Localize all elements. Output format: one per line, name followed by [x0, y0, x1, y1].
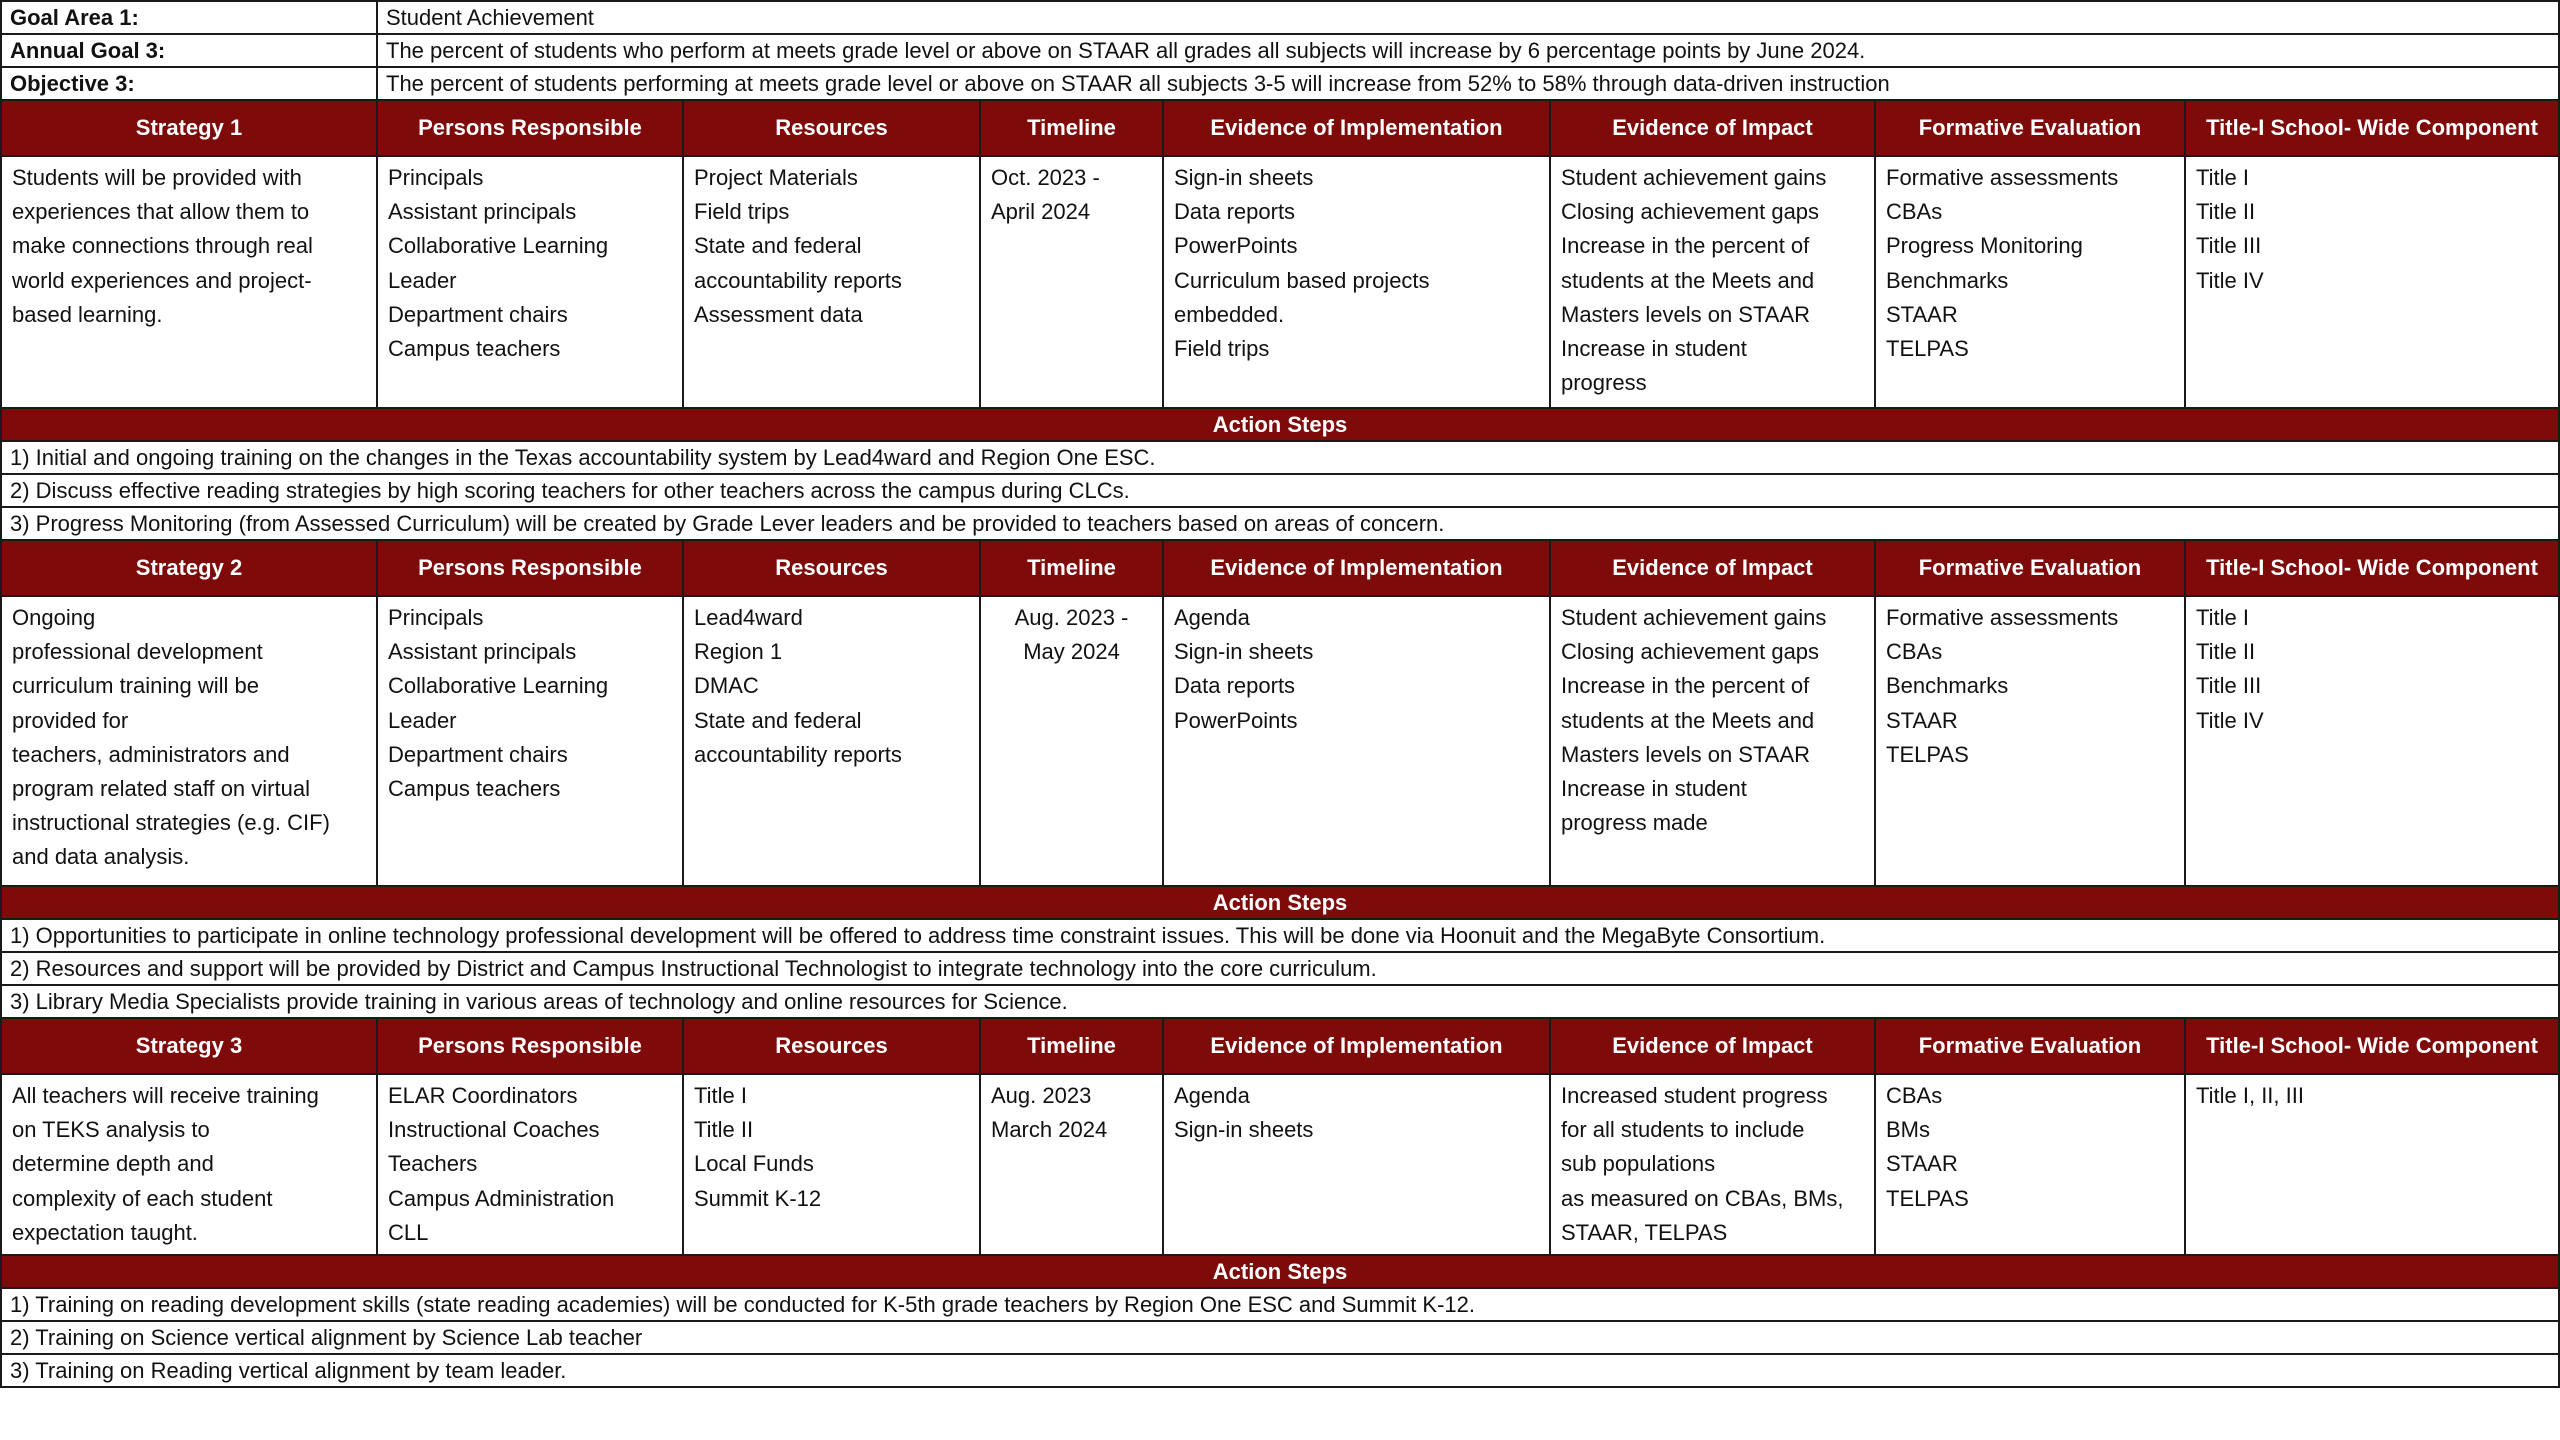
cell-line: Leader: [388, 707, 457, 733]
strategy-1-evidence-impact: [1550, 156, 1875, 408]
col-evidence-implementation: Evidence of Implementation: [1163, 100, 1550, 156]
cell-line: Masters levels on STAAR: [1561, 301, 1811, 327]
col-formative-evaluation: Formative Evaluation: [1875, 540, 2185, 596]
strategy-2-label: Strategy 2: [1, 540, 377, 596]
strategy-3-action-steps-header: [1, 1255, 2559, 1288]
strategy-1-persons: [377, 156, 683, 408]
col-timeline: Timeline: [980, 100, 1163, 156]
goal-area-label: Goal Area 1:: [1, 1, 377, 34]
strategy-2-content: [1, 596, 2559, 886]
cell-line: Project Materials: [694, 165, 858, 190]
cell-line: Principals: [388, 605, 484, 630]
cell-line: Sign-in sheets: [1174, 1117, 1314, 1143]
cell-line: TELPAS: [1886, 1185, 1969, 1211]
annual-goal-value: The percent of students who perform at meets grade level or above on STAAR all grades all subjects will increase by 6 percentage points by June 2024.: [377, 34, 2559, 67]
cell-line: DMAC: [694, 673, 759, 699]
strategy-1-description: [1, 156, 377, 408]
cell-line: Department chairs: [388, 301, 568, 327]
cell-line: Title II: [694, 1117, 754, 1143]
action-step: [1, 985, 2559, 1018]
cell-line: Assessment data: [694, 301, 863, 327]
strategy-1-evidence-implementation: [1163, 156, 1550, 408]
action-step: [1, 474, 2559, 507]
strategy-2-evidence-impact: [1550, 596, 1875, 886]
cell-line: STAAR: [1886, 301, 1958, 327]
col-resources: Resources: [683, 1018, 980, 1074]
cell-line: expectation taught.: [12, 1219, 198, 1245]
cell-line: CBAs: [1886, 199, 1943, 225]
cell-line: Local Funds: [694, 1151, 814, 1177]
cell-line: Collaborative Learning: [388, 233, 609, 259]
cell-line: TELPAS: [1886, 336, 1969, 362]
action-step-text: 3) Training on Reading vertical alignment by team leader.: [1, 1354, 2559, 1387]
action-step-text: 2) Training on Science vertical alignment by Science Lab teacher: [1, 1321, 2559, 1354]
col-formative-evaluation: Formative Evaluation: [1875, 1018, 2185, 1074]
cell-line: TELPAS: [1886, 741, 1969, 767]
action-step: [1, 1354, 2559, 1387]
cell-line: students at the Meets and: [1561, 707, 1815, 733]
cell-line: March 2024: [991, 1117, 1108, 1143]
cell-line: STAAR, TELPAS: [1561, 1219, 1728, 1245]
cell-line: Assistant principals: [388, 199, 577, 225]
cell-line: Title II: [2196, 199, 2256, 225]
action-step-text: 2) Discuss effective reading strategies by high scoring teachers for other teachers across the campus during CLCs.: [1, 474, 2559, 507]
cell-line: Aug. 2023 -: [1014, 605, 1129, 630]
cell-line: on TEKS analysis to: [12, 1117, 210, 1143]
objective-row: [1, 67, 2559, 100]
cell-line: accountability reports: [694, 267, 902, 293]
cell-line: curriculum training will be: [12, 673, 259, 699]
cell-line: CLL: [388, 1219, 429, 1245]
cell-line: Oct. 2023 -: [991, 165, 1100, 190]
col-title-i-component: Title-I School- Wide Component: [2185, 540, 2559, 596]
action-step: [1, 1321, 2559, 1354]
cell-line: Formative assessments: [1886, 165, 2119, 190]
col-persons-responsible: Persons Responsible: [377, 540, 683, 596]
cell-line: program related staff on virtual: [12, 776, 310, 802]
strategy-2-timeline: [980, 596, 1163, 886]
cell-line: students at the Meets and: [1561, 267, 1815, 293]
cell-line: Department chairs: [388, 741, 568, 767]
cell-line: PowerPoints: [1174, 707, 1298, 733]
cell-line: Region 1: [694, 639, 783, 665]
col-resources: Resources: [683, 540, 980, 596]
col-title-i-component: Title-I School- Wide Component: [2185, 1018, 2559, 1074]
cell-line: STAAR: [1886, 707, 1958, 733]
goal-area-row: [1, 1, 2559, 34]
cell-line: progress made: [1561, 810, 1708, 836]
strategy-1-timeline: [980, 156, 1163, 408]
strategy-2-description: [1, 596, 377, 886]
cell-line: May 2024: [1023, 639, 1120, 665]
col-formative-evaluation: Formative Evaluation: [1875, 100, 2185, 156]
cell-line: for all students to include: [1561, 1117, 1805, 1143]
cell-line: State and federal: [694, 233, 862, 259]
strategy-3-description: [1, 1074, 377, 1255]
cell-line: Field trips: [694, 199, 790, 225]
cell-line: instructional strategies (e.g. CIF): [12, 810, 330, 836]
strategy-3-evidence-implementation: [1163, 1074, 1550, 1255]
cell-line: State and federal: [694, 707, 862, 733]
action-step: [1, 919, 2559, 952]
cell-line: Summit K-12: [694, 1185, 822, 1211]
cell-line: Collaborative Learning: [388, 673, 609, 699]
cell-line: Data reports: [1174, 673, 1296, 699]
strategy-1-formative: [1875, 156, 2185, 408]
strategy-2-title-i: [2185, 596, 2559, 886]
strategy-3-evidence-impact: [1550, 1074, 1875, 1255]
strategy-1-action-steps-header: [1, 408, 2559, 441]
cell-line: Sign-in sheets: [1174, 639, 1314, 665]
col-evidence-implementation: Evidence of Implementation: [1163, 1018, 1550, 1074]
cell-line: embedded.: [1174, 301, 1285, 327]
action-steps-title: Action Steps: [1, 1255, 2559, 1288]
action-step-text: 3) Library Media Specialists provide training in various areas of technology and online resources for Science.: [1, 985, 2559, 1018]
cell-line: PowerPoints: [1174, 233, 1298, 259]
cell-line: Teachers: [388, 1151, 478, 1177]
action-step: [1, 1288, 2559, 1321]
cell-line: Title I, II, III: [2196, 1083, 2304, 1108]
cell-line: complexity of each student: [12, 1185, 273, 1211]
cell-line: Campus teachers: [388, 776, 561, 802]
strategy-1-content: [1, 156, 2559, 408]
cell-line: Sign-in sheets: [1174, 165, 1314, 190]
annual-goal-label: Annual Goal 3:: [1, 34, 377, 67]
action-step: [1, 507, 2559, 540]
cell-line: Masters levels on STAAR: [1561, 741, 1811, 767]
cell-line: Progress Monitoring: [1886, 233, 2083, 259]
strategy-3-label: Strategy 3: [1, 1018, 377, 1074]
strategy-3-timeline: [980, 1074, 1163, 1255]
strategy-description-text: Students will be provided with experiences that allow them to make connections through real world experiences and project-based learning.: [12, 165, 313, 327]
strategy-1-header: [1, 100, 2559, 156]
strategy-1-label: Strategy 1: [1, 100, 377, 156]
strategy-3-content: [1, 1074, 2559, 1255]
cell-line: Title IV: [2196, 707, 2264, 733]
col-persons-responsible: Persons Responsible: [377, 100, 683, 156]
action-step-text: 2) Resources and support will be provided by District and Campus Instructional Technologist to integrate technology into the core curriculum.: [1, 952, 2559, 985]
strategy-2-evidence-implementation: [1163, 596, 1550, 886]
strategy-2-persons: [377, 596, 683, 886]
cell-line: Increase in student: [1561, 776, 1747, 802]
col-evidence-implementation: Evidence of Implementation: [1163, 540, 1550, 596]
col-timeline: Timeline: [980, 540, 1163, 596]
cell-line: Field trips: [1174, 336, 1270, 362]
cell-line: progress: [1561, 370, 1647, 396]
cell-line: Agenda: [1174, 605, 1250, 630]
col-persons-responsible: Persons Responsible: [377, 1018, 683, 1074]
action-step: [1, 441, 2559, 474]
action-steps-title: Action Steps: [1, 408, 2559, 441]
col-title-i-component: Title-I School- Wide Component: [2185, 100, 2559, 156]
cell-line: Closing achievement gaps: [1561, 199, 1820, 225]
strategy-3-formative: [1875, 1074, 2185, 1255]
strategy-1-title-i: [2185, 156, 2559, 408]
strategy-2-resources: [683, 596, 980, 886]
strategy-2-action-steps-header: [1, 886, 2559, 919]
cell-line: CBAs: [1886, 1083, 1943, 1108]
cell-line: Assistant principals: [388, 639, 577, 665]
cell-line: Leader: [388, 267, 457, 293]
cell-line: Agenda: [1174, 1083, 1250, 1108]
cell-line: determine depth and: [12, 1151, 214, 1177]
action-step-text: 3) Progress Monitoring (from Assessed Curriculum) will be created by Grade Lever leaders and be provided to teachers based on areas of concern.: [1, 507, 2559, 540]
cell-line: Title I: [2196, 605, 2249, 630]
cell-line: as measured on CBAs, BMs,: [1561, 1185, 1844, 1211]
goal-area-value: Student Achievement: [377, 1, 2559, 34]
cell-line: Closing achievement gaps: [1561, 639, 1820, 665]
cell-line: CBAs: [1886, 639, 1943, 665]
cell-line: Increase in the percent of: [1561, 233, 1810, 259]
cell-line: ELAR Coordinators: [388, 1083, 578, 1108]
objective-label: Objective 3:: [1, 67, 377, 100]
action-step: [1, 952, 2559, 985]
col-evidence-impact: Evidence of Impact: [1550, 100, 1875, 156]
strategy-3-header: [1, 1018, 2559, 1074]
col-timeline: Timeline: [980, 1018, 1163, 1074]
cell-line: April 2024: [991, 199, 1091, 225]
col-resources: Resources: [683, 100, 980, 156]
cell-line: All teachers will receive training: [12, 1083, 319, 1108]
strategy-2-header: [1, 540, 2559, 596]
cell-line: Campus teachers: [388, 336, 561, 362]
cell-line: Title III: [2196, 673, 2262, 699]
cell-line: Increase in the percent of: [1561, 673, 1810, 699]
cell-line: Instructional Coaches: [388, 1117, 600, 1143]
action-step-text: 1) Initial and ongoing training on the changes in the Texas accountability system by Lead4ward and Region One ESC.: [1, 441, 2559, 474]
cell-line: Title I: [694, 1083, 747, 1108]
cell-line: Student achievement gains: [1561, 165, 1827, 190]
strategy-2-formative: [1875, 596, 2185, 886]
cell-line: provided for: [12, 707, 129, 733]
cell-line: Title III: [2196, 233, 2262, 259]
cell-line: Title IV: [2196, 267, 2264, 293]
objective-value: The percent of students performing at meets grade level or above on STAAR all subjects 3-5 will increase from 52% to 58% through data-driven instruction: [377, 67, 2559, 100]
cell-line: accountability reports: [694, 741, 902, 767]
cell-line: Increase in student: [1561, 336, 1747, 362]
cell-line: Benchmarks: [1886, 673, 2009, 699]
cell-line: BMs: [1886, 1117, 1930, 1143]
cell-line: Formative assessments: [1886, 605, 2119, 630]
strategy-3-persons: [377, 1074, 683, 1255]
cell-line: Curriculum based projects: [1174, 267, 1430, 293]
action-step-text: 1) Training on reading development skills (state reading academies) will be conducted for K-5th grade teachers by Region One ESC and Summit K-12.: [1, 1288, 2559, 1321]
cell-line: Increased student progress: [1561, 1083, 1828, 1108]
action-steps-title: Action Steps: [1, 886, 2559, 919]
cell-line: Student achievement gains: [1561, 605, 1827, 630]
cell-line: Title I: [2196, 165, 2249, 190]
cell-line: Benchmarks: [1886, 267, 2009, 293]
strategy-1-resources: [683, 156, 980, 408]
cell-line: Lead4ward: [694, 605, 803, 630]
cell-line: professional development: [12, 639, 263, 665]
cell-line: and data analysis.: [12, 844, 190, 870]
cell-line: Data reports: [1174, 199, 1296, 225]
strategy-3-title-i: [2185, 1074, 2559, 1255]
cell-line: STAAR: [1886, 1151, 1958, 1177]
cell-line: teachers, administrators and: [12, 741, 290, 767]
cell-line: Aug. 2023: [991, 1083, 1092, 1108]
col-evidence-impact: Evidence of Impact: [1550, 540, 1875, 596]
action-step-text: 1) Opportunities to participate in online technology professional development will be offered to address time constraint issues. This will be done via Hoonuit and the MegaByte Consortium.: [1, 919, 2559, 952]
cell-line: Campus Administration: [388, 1185, 615, 1211]
cell-line: Principals: [388, 165, 484, 190]
strategy-3-resources: [683, 1074, 980, 1255]
cell-line: sub populations: [1561, 1151, 1716, 1177]
col-evidence-impact: Evidence of Impact: [1550, 1018, 1875, 1074]
annual-goal-row: [1, 34, 2559, 67]
cell-line: Ongoing: [12, 605, 96, 630]
cell-line: Title II: [2196, 639, 2256, 665]
